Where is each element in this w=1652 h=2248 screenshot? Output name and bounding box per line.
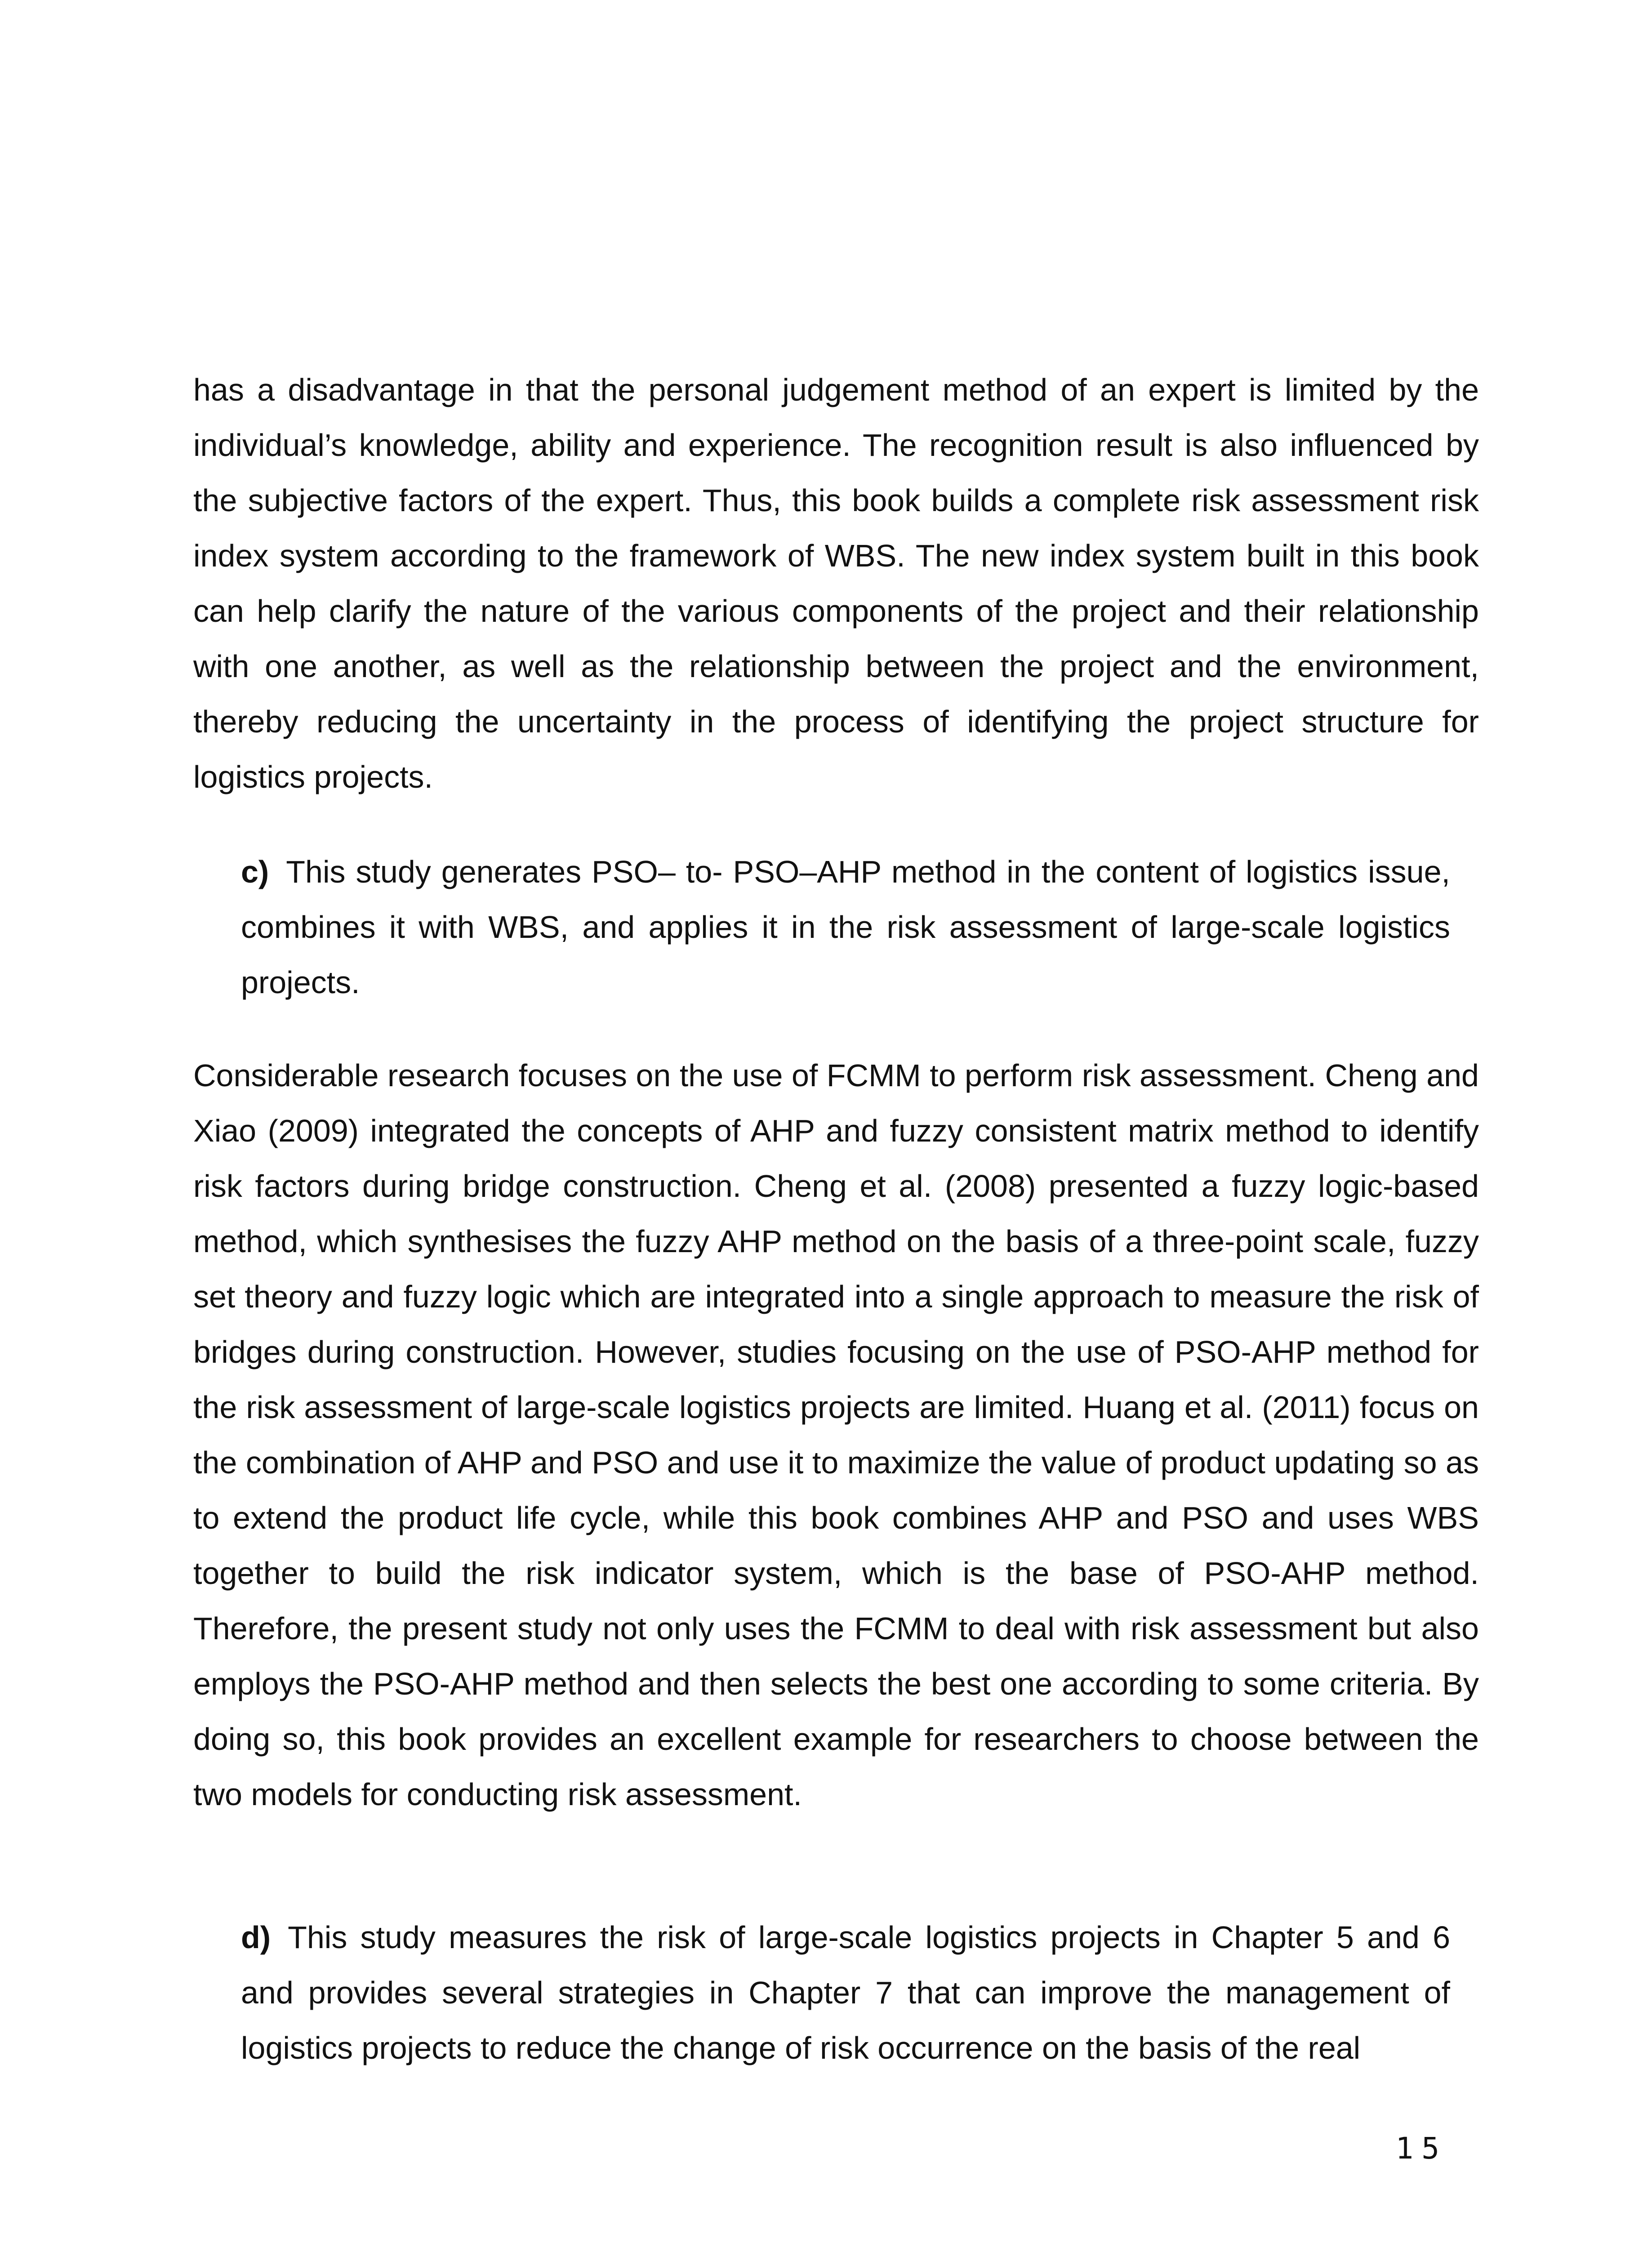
list-marker-d: d) xyxy=(241,1920,271,1955)
list-item-d-text: This study measures the risk of large-scale logistics projects in Chapter 5 and 6 and provides several strategies in Chapter 7 that can improve the management of logistics projects to reduce the change of risk occurrence on the basis of the real xyxy=(241,1920,1450,2065)
body-paragraph-1: has a disadvantage in that the personal judgement method of an expert is limited by the individual’s knowledge, ability and experience. The recognition result is also influenced by the subjective factors of the expert. Thus, this book builds a complete risk assessment risk index system according to the framework of WBS. The new index system built in this book can help clarify the nature of the various components of the project and their relationship with one another, as well as the relationship between the project and the environment, thereby reducing the uncertainty in the process of identifying the project structure for logistics projects. xyxy=(193,372,1479,794)
list-marker-c: c) xyxy=(241,854,269,889)
list-item-d xyxy=(241,1910,1450,2076)
list-item-c-text: This study generates PSO– to- PSO–AHP method in the content of logistics issue, combines it with WBS, and applies it in the risk assessment of large-scale logistics projects. xyxy=(241,854,1450,1000)
body-paragraph-2: Considerable research focuses on the use of FCMM to perform risk assessment. Cheng and Xiao (2009) integrated the concepts of AHP and fuzzy consistent matrix method to identify risk factors during bridge construction. Cheng et al. (2008) presented a fuzzy logic-based method, which synthesises the fuzzy AHP method on the basis of a three-point scale, fuzzy set theory and fuzzy logic which are integrated into a single approach to measure the risk of bridges during construction. However, studies focusing on the use of PSO-AHP method for the risk assessment of large-scale logistics projects are limited. Huang et al. (2011) focus on the combination of AHP and PSO and use it to maximize the value of product updating so as to extend the product life cycle, while this book combines AHP and PSO and uses WBS together to build the risk indicator system, which is the base of PSO-AHP method. Therefore, the present study not only uses the FCMM to deal with risk assessment but also employs the PSO-AHP method and then selects the best one according to some criteria. By doing so, this book provides an excellent example for researchers to choose between the two models for conducting risk assessment. xyxy=(193,1058,1479,1812)
page-number: 15 xyxy=(1395,2131,1447,2166)
list-item-c xyxy=(241,844,1450,1010)
